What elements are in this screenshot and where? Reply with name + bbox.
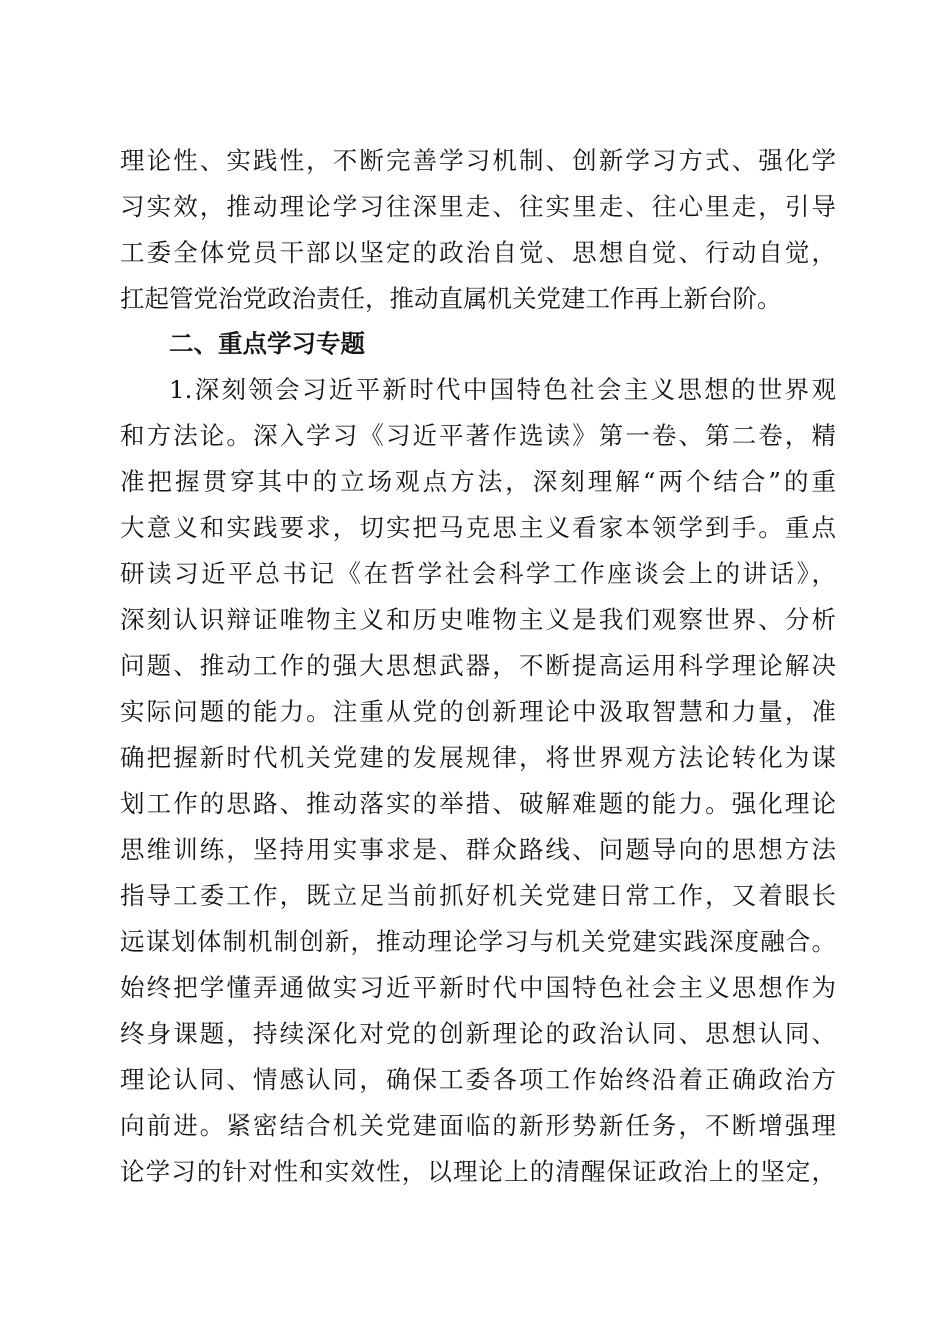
topic1-line-5: 研读习近平总书记《在哲学社会科学工作座谈会上的讲话》，	[120, 559, 836, 588]
intro-line-4: 扛起管党治党政治责任，推动直属机关党建工作再上新台阶。	[120, 284, 782, 313]
topic1-line-6: 深刻认识辩证唯物主义和历史唯物主义是我们观察世界、分析	[120, 605, 836, 634]
topic1-line-10: 划工作的思路、推动落实的举措、破解难题的能力。强化理论	[120, 789, 836, 818]
intro-line-2: 习实效，推动理论学习往深里走、往实里走、往心里走，引导	[120, 192, 836, 221]
topic1-line-7: 问题、推动工作的强大思想武器，不断提高运用科学理论解决	[120, 651, 836, 680]
topic1-line-8: 实际问题的能力。注重从党的创新理论中汲取智慧和力量，准	[120, 697, 836, 726]
topic1-line-11: 思维训练，坚持用实事求是、群众路线、问题导向的思想方法	[120, 835, 836, 864]
topic1-line-14: 始终把学懂弄通做实习近平新时代中国特色社会主义思想作为	[120, 973, 836, 1002]
intro-line-1: 理论性、实践性，不断完善学习机制、创新学习方式、强化学	[120, 146, 836, 175]
topic1-line-12: 指导工委工作，既立足当前抓好机关党建日常工作，又着眼长	[120, 881, 836, 910]
topic1-line-15: 终身课题，持续深化对党的创新理论的政治认同、思想认同、	[120, 1019, 836, 1048]
topic1-line-18: 论学习的针对性和实效性，以理论上的清醒保证政治上的坚定，	[120, 1157, 836, 1186]
topic1-line-13: 远谋划体制机制创新，推动理论学习与机关党建实践深度融合。	[120, 927, 836, 956]
topic1-line-16: 理论认同、情感认同，确保工委各项工作始终沿着正确政治方	[120, 1065, 836, 1094]
section-heading: 二、重点学习专题	[169, 329, 365, 358]
topic1-line-4: 大意义和实践要求，切实把马克思主义看家本领学到手。重点	[120, 513, 836, 542]
topic1-line-9: 确把握新时代机关党建的发展规律，将世界观方法论转化为谋	[120, 743, 836, 772]
topic1-line-17: 向前进。紧密结合机关党建面临的新形势新任务，不断增强理	[120, 1111, 836, 1140]
intro-line-3: 工委全体党员干部以坚定的政治自觉、思想自觉、行动自觉，	[120, 238, 836, 267]
topic1-line-3: 准把握贯穿其中的立场观点方法，深刻理解“两个结合”的重	[120, 467, 836, 496]
topic1-line-2: 和方法论。深入学习《习近平著作选读》第一卷、第二卷，精	[120, 421, 836, 450]
topic1-line-1: 1.深刻领会习近平新时代中国特色社会主义思想的世界观	[169, 375, 836, 404]
